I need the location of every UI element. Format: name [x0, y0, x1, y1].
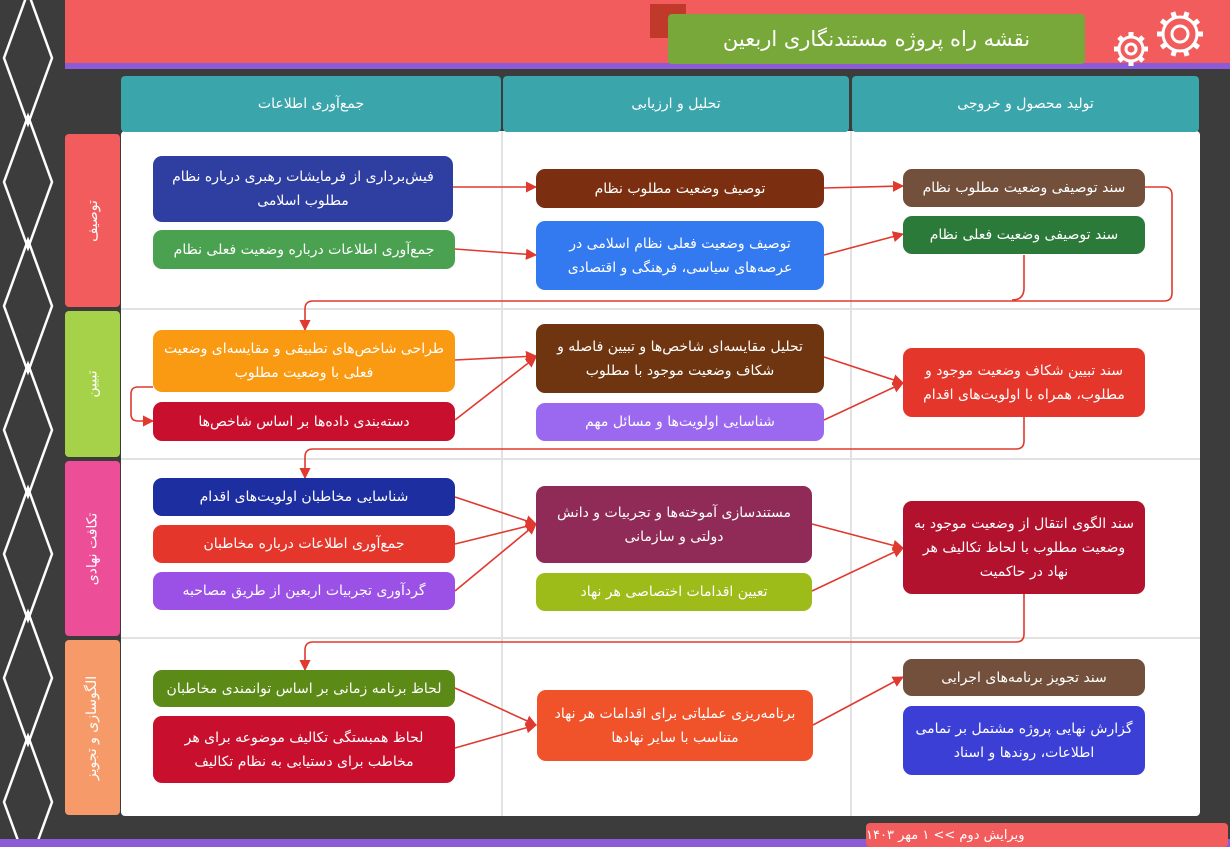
row-header-description	[65, 134, 120, 307]
row-divider	[121, 308, 1200, 310]
column-header-collection: جمع‌آوری اطلاعات	[121, 76, 501, 132]
row-label: توصیف	[84, 199, 101, 242]
gears-icon	[1105, 4, 1217, 72]
box-current-state-collection: جمع‌آوری اطلاعات درباره وضعیت فعلی نظام	[153, 230, 455, 269]
box-index-design: طراحی شاخص‌های تطبیقی و مقایسه‌ای وضعیت فعلی با وضعیت مطلوب	[153, 330, 455, 392]
box-desired-state-document: سند توصیفی وضعیت مطلوب نظام	[903, 169, 1145, 207]
box-institution-actions: تعیین اقدامات اختصاصی هر نهاد	[536, 573, 812, 611]
row-divider	[121, 458, 1200, 460]
box-leader-notes: فیش‌برداری از فرمایشات رهبری درباره نظام مطلوب اسلامی	[153, 156, 453, 222]
row-header-explanation	[65, 311, 120, 457]
row-label: الگوسازی و تجویز	[84, 675, 101, 780]
row-header-institutional	[65, 461, 120, 636]
box-current-state-document: سند توصیفی وضعیت فعلی نظام	[903, 216, 1145, 254]
column-header-analysis: تحلیل و ارزیابی	[503, 76, 849, 132]
box-data-categorization: دسته‌بندی داده‌ها بر اساس شاخص‌ها	[153, 402, 455, 441]
box-desired-state-description: توصیف وضعیت مطلوب نظام	[536, 169, 824, 208]
box-audience-info: جمع‌آوری اطلاعات درباره مخاطبان	[153, 525, 455, 563]
column-divider	[501, 131, 503, 816]
box-knowledge-documentation: مستندسازی آموخته‌ها و تجربیات و دانش دولتی و سازمانی	[536, 486, 812, 563]
version-footer: ویرایش دوم >> ۱ مهر ۱۴۰۳	[866, 823, 1228, 847]
box-current-state-description: توصیف وضعیت فعلی نظام اسلامی در عرصه‌های سیاسی، فرهنگی و اقتصادی	[536, 221, 824, 290]
row-label: تکافت نهادی	[84, 512, 101, 585]
diamond-pattern-decoration	[0, 0, 62, 847]
box-gap-analysis: تحلیل مقایسه‌ای شاخص‌ها و تبیین فاصله و شکاف وضعیت موجود با مطلوب	[536, 324, 824, 393]
column-header-output: تولید محصول و خروجی	[852, 76, 1199, 132]
box-executive-programs-document: سند تجویز برنامه‌های اجرایی	[903, 659, 1145, 696]
box-priorities: شناسایی اولویت‌ها و مسائل مهم	[536, 403, 824, 441]
box-interviews: گردآوری تجربیات اربعین از طریق مصاحبه	[153, 572, 455, 610]
column-divider	[850, 131, 852, 816]
box-transition-model-document: سند الگوی انتقال از وضعیت موجود به وضعیت مطلوب با لحاظ تکالیف هر نهاد در حاکمیت	[903, 501, 1145, 594]
box-duty-coherence: لحاظ همبستگی تکالیف موضوعه برای هر مخاطب برای دستیابی به نظام تکالیف	[153, 716, 455, 783]
box-audience-identification: شناسایی مخاطبان اولویت‌های اقدام	[153, 478, 455, 516]
box-timeline: لحاظ برنامه زمانی بر اساس توانمندی مخاطبان	[153, 670, 455, 707]
box-final-report: گزارش نهایی پروژه مشتمل بر تمامی اطلاعات، روندها و اسناد	[903, 706, 1145, 775]
row-header-prescription	[65, 640, 120, 815]
page-title: نقشه راه پروژه مستندنگاری اربعین	[722, 27, 1031, 51]
box-gap-document: سند تبیین شکاف وضعیت موجود و مطلوب، همراه با اولویت‌های اقدام	[903, 348, 1145, 417]
row-divider	[121, 637, 1200, 639]
row-label: تبیین	[84, 370, 101, 398]
title-banner	[668, 14, 1085, 64]
box-operational-planning: برنامه‌ریزی عملیاتی برای اقدامات هر نهاد متناسب با سایر نهادها	[537, 690, 813, 761]
